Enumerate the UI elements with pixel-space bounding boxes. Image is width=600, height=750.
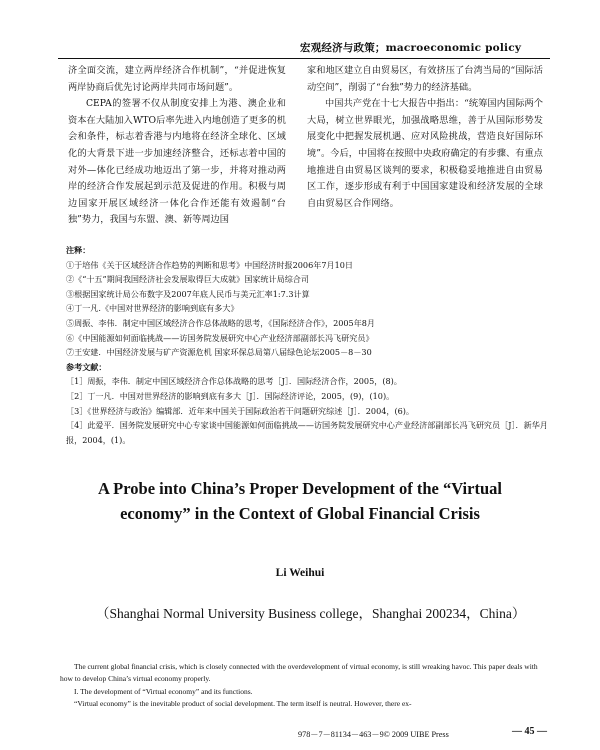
reference-item: ［2］丁一凡．中国对世界经济的影响到底有多大［J］．国际经济评论，2005，(9)，(10)。: [66, 390, 395, 401]
page-number: — 45 —: [512, 726, 547, 737]
reference-item: ［1］周振，李伟．制定中国区域经济合作总体战略的思考［J］．国际经济合作，2005，(8)。: [66, 376, 402, 387]
author-name: Li Weihui: [275, 567, 325, 579]
running-header: 宏观经济与政策；macroeconomic policy: [300, 42, 522, 54]
note-item: ②《“十五”期间我国经济社会发展取得巨大成就》国家统计局综合司: [66, 274, 309, 285]
note-item: ⑤周振、李伟．制定中国区域经济合作总体战略的思考，《国际经济合作》，2005年8月: [66, 317, 376, 328]
paragraph: 中国共产党在十七大报告中指出：“统筹国内国际两个大局，树立世界眼光，加强战略思维，善于从国际形势发展变化中把握发展机遇、应对风险挑战，营造良好国际环境”。今后，中国将在按照中央政府确定的有步骤、有重点地推进自由贸易区谈判的要求，积极稳妥地推进自由贸易区工作，逐步形成有利于中国国家建设和经济发展的全球自由贸易区合作网络。: [307, 98, 543, 209]
english-title-line: economy” in the Context of Global Financial Crisis: [120, 504, 480, 523]
english-title: [60, 476, 540, 526]
paragraph: 济全面交流，建立两岸经济合作机制”，“并促进恢复两岸协商后优先讨论两岸共同市场问题”。: [68, 65, 286, 93]
note-item: ⑥《中国能源如何面临挑战——访国务院发展研究中心产业经济部副部长冯飞研究员》: [66, 332, 374, 343]
english-abstract: [60, 661, 550, 711]
references-heading: 参考文献：: [66, 361, 107, 372]
paragraph: CEPA的签署不仅从制度安排上为港、澳企业和资本在大陆加入WTO后率先进入内地创造了更多的机会和条件，标志着香港与内地将在经济全球化、区域化的大背景下进一步加速经济整合，还标志着中国的对外—体化已经成功地迈出了第一步，并将对推动两岸的经济合作发展起到示范及促进的作用。积极与周边国家开展区域经济一体化合作还能有效遏制“台独”势力，我国与东盟、澳、新等周边国: [68, 98, 286, 226]
abstract-paragraph: “Virtual economy” is the inevitable product of social development. The term itself is neutral. However, there ex-: [74, 699, 412, 709]
left-column: [68, 63, 286, 229]
reference-item: ［4］此爱平．国务院发展研究中心专家谈中国能源如何面临挑战——访国务院发展研究中心产业经济部副部长冯飞研究员［J］．新华月报，2004，(1)。: [66, 420, 548, 445]
reference-item: ［3］《世界经济与政治》编辑部．近年来中国关于国际政治若干问题研究综述［J］．2004，(6)。: [66, 405, 415, 416]
header-rule: [58, 58, 550, 59]
english-title-line: A Probe into China’s Proper Development of the “Virtual: [98, 479, 502, 498]
note-item: ⑦王安建．中国经济发展与矿产资源危机 国家环保总局第八届绿色论坛2005－8－30: [66, 347, 372, 358]
paragraph: 家和地区建立自由贸易区，有效挤压了台湾当局的“国际活动空间”，削弱了“台独”势力的经济基础。: [307, 65, 543, 93]
footer-isbn: 978－7－81134－463－9© 2009 UIBE Press: [298, 730, 449, 739]
notes-heading: 注释：: [66, 245, 91, 255]
note-item: ①于培伟《关于区域经济合作趋势的判断和思考》中国经济时报2006年7月10日: [66, 259, 353, 270]
note-item: ④丁一凡.《中国对世界经济的影响到底有多大》: [66, 303, 239, 314]
author-affiliation: （Shanghai Normal University Business college，Shanghai 200234，China）: [96, 606, 526, 621]
right-column: [307, 63, 543, 212]
abstract-paragraph: The current global financial crisis, which is closely connected with the overdevelopment of virtual economy, is still wreaking havoc. This paper deals with how to develop China’s virtual economy properly.: [60, 662, 538, 684]
notes-section: [66, 243, 550, 447]
abstract-paragraph: I. The development of “Virtual economy” and its functions.: [74, 686, 253, 696]
note-item: ③根据国家统计局公布数字及2007年底人民币与美元汇率1:7.3计算: [66, 288, 310, 299]
